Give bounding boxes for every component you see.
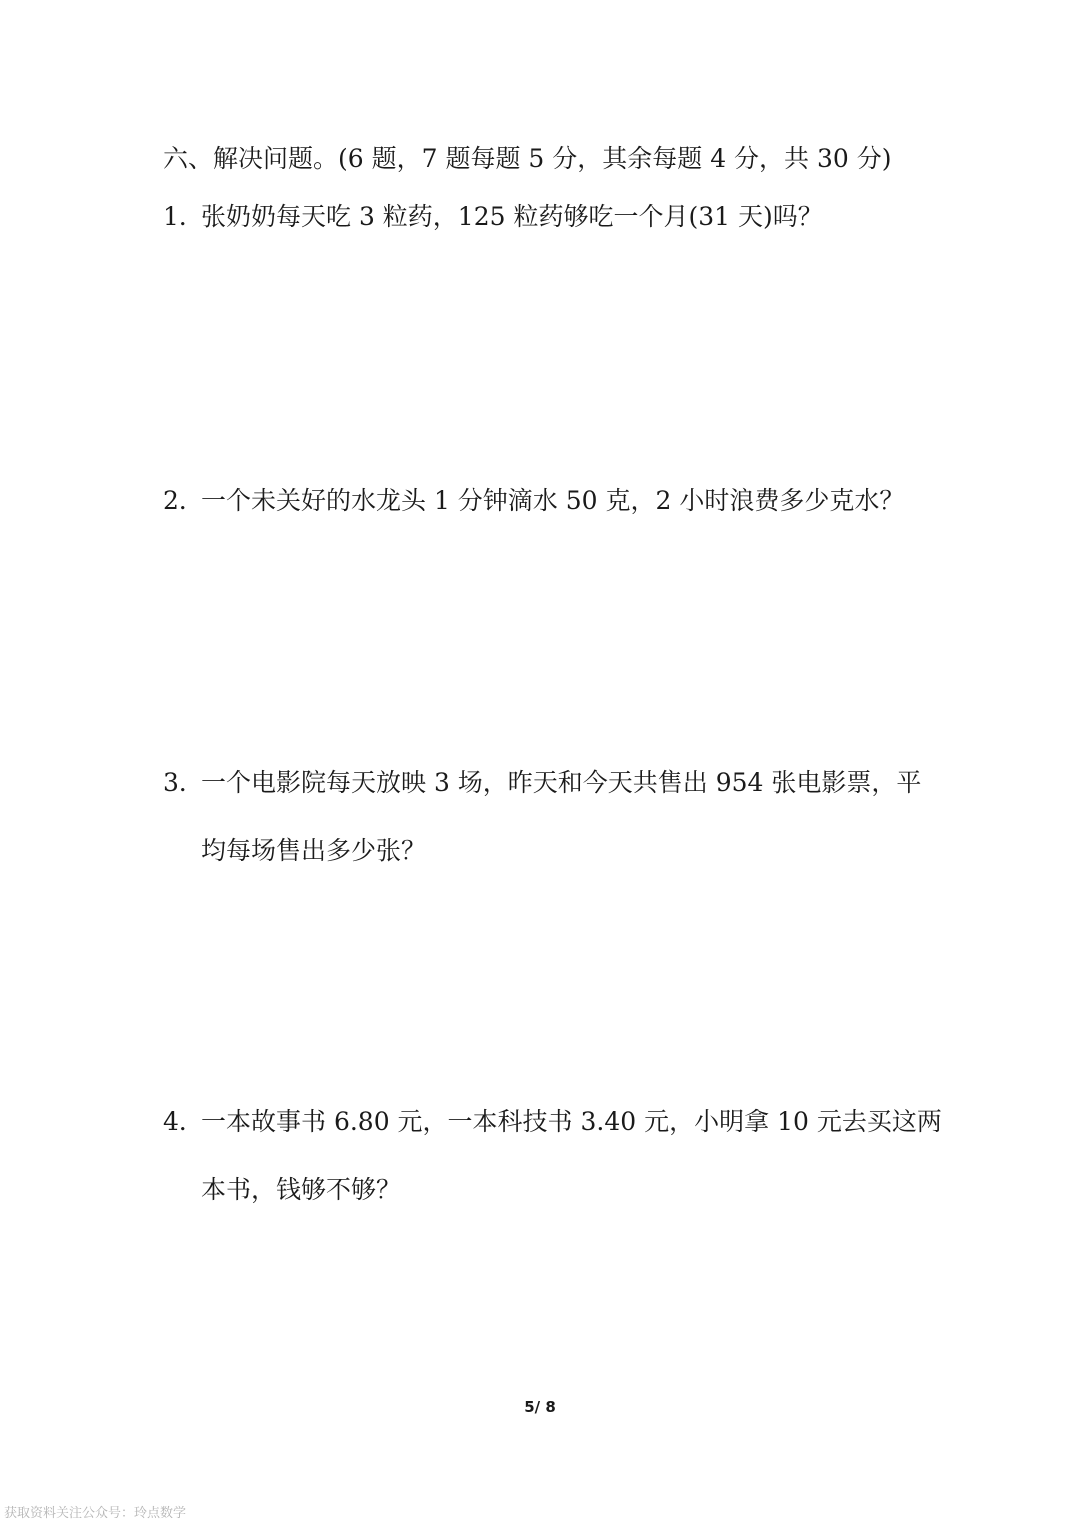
question-text: 一个未关好的水龙头 1 分钟滴水 50 克，2 小时浪费多少克水？ — [201, 486, 905, 515]
question-text: 一本故事书 6.80 元，一本科技书 3.40 元，小明拿 10 元去买这两 — [201, 1107, 942, 1136]
question-text: 张奶奶每天吃 3 粒药，125 粒药够吃一个月(31 天)吗？ — [201, 202, 823, 231]
question-number: 1． — [163, 202, 204, 231]
question-number: 3． — [163, 768, 204, 797]
question-text: 一个电影院每天放映 3 场，昨天和今天共售出 954 张电影票，平 — [201, 768, 922, 797]
watermark-text: 获取资料关注公众号：玲点数学 — [4, 1506, 187, 1521]
page-number: 5/ 8 — [524, 1398, 556, 1416]
section-heading: 六、解决问题。(6 题，7 题每题 5 分，其余每题 4 分，共 30 分) — [163, 144, 892, 173]
question-4 — [163, 1102, 942, 1210]
question-number: 4． — [163, 1107, 204, 1136]
question-number: 2． — [163, 486, 204, 515]
question-2 — [163, 481, 923, 521]
question-3 — [163, 763, 923, 871]
question-1 — [163, 197, 923, 237]
question-text-continued: 本书，钱够不够？ — [201, 1175, 402, 1204]
question-text-continued: 均每场售出多少张？ — [201, 836, 427, 865]
